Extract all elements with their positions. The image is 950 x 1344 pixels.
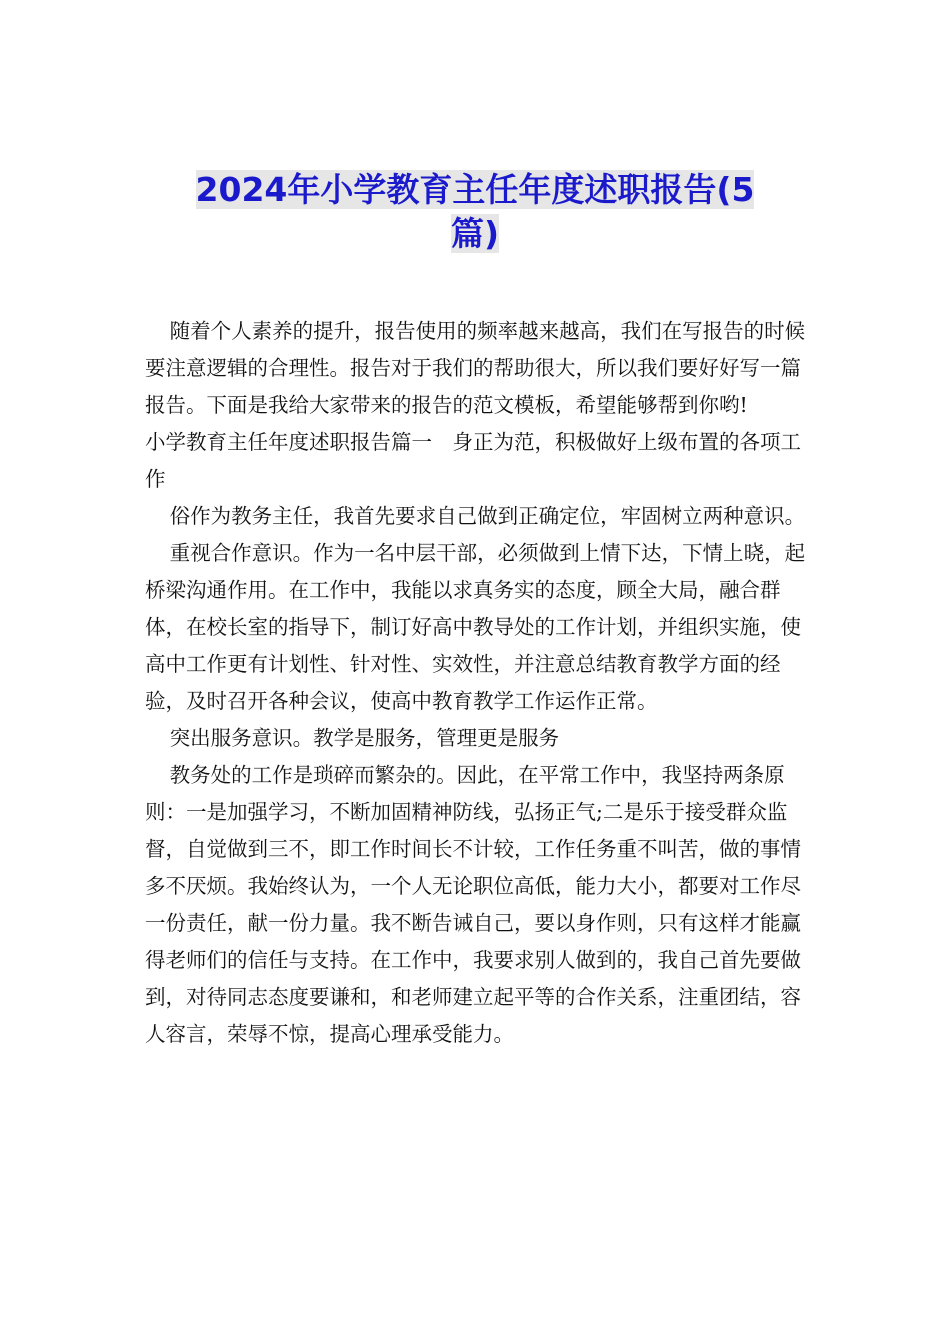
body-paragraph: 教务处的工作是琐碎而繁杂的。因此，在平常工作中，我坚持两条原则：一是加强学习，不断加固精神防线，弘扬正气;二是乐于接受群众监督，自觉做到三不，即工作时间长不计较，工作任务重不叫苦，做的事情多不厌烦。我始终认为，一个人无论职位高低，能力大小，都要对工作尽一份责任，献一份力量。我不断告诫自己，要以身作则，只有这样才能赢得老师们的信任与支持。在工作中，我要求别人做到的，我自己首先要做到，对待同志态度要谦和，和老师建立起平等的合作关系，注重团结，容人容言，荣辱不惊，提高心理承受能力。 — [145, 763, 801, 1046]
body-paragraph: 重视合作意识。作为一名中层干部，必须做到上情下达，下情上晓，起桥梁沟通作用。在工作中，我能以求真务实的态度，顾全大局，融合群体，在校长室的指导下，制订好高中教导处的工作计划，并组织实施，使高中工作更有计划性、针对性、实效性，并注意总结教育教学方面的经验，及时召开各种会议，使高中教育教学工作运作正常。 — [145, 541, 806, 713]
document-body — [145, 313, 817, 1053]
title-line-1: 2024年小学教育主任年度述职报告(5 — [195, 170, 755, 209]
body-paragraph: 俗作为教务主任，我首先要求自己做到正确定位，牢固树立两种意识。 — [169, 504, 806, 528]
document-title — [145, 168, 805, 256]
body-paragraph: 突出服务意识。教学是服务，管理更是服务 — [169, 726, 560, 750]
intro-paragraph: 随着个人素养的提升，报告使用的频率越来越高，我们在写报告的时候要注意逻辑的合理性。报告对于我们的帮助很大，所以我们要好好写一篇报告。下面是我给大家带来的报告的范文模板，希望能够帮到你哟! — [145, 319, 806, 417]
title-line-2: 篇) — [450, 214, 500, 253]
section-heading: 小学教育主任年度述职报告篇一 身正为范，积极做好上级布置的各项工作 — [145, 430, 801, 491]
